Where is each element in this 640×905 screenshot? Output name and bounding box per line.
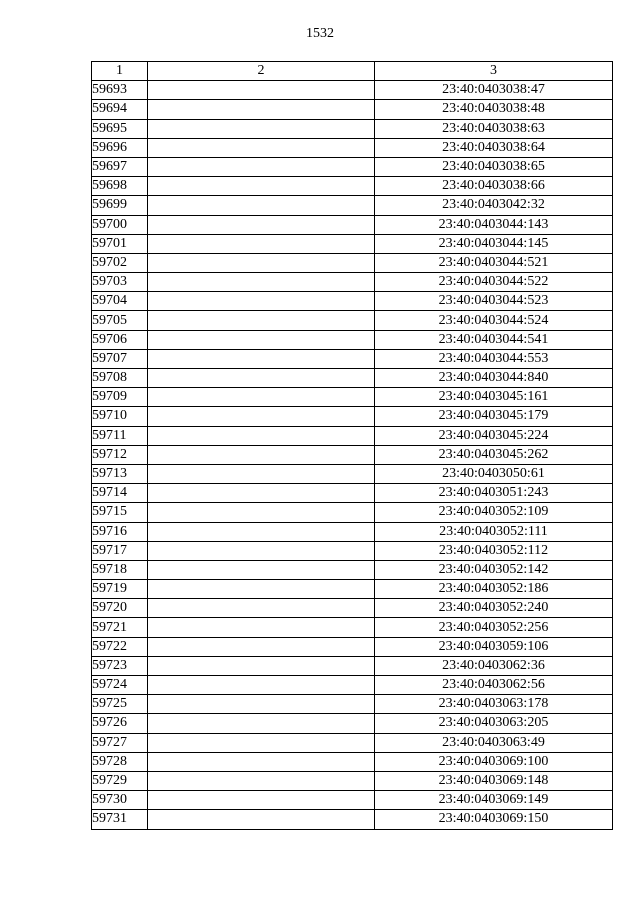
table-row bbox=[92, 330, 613, 349]
empty-cell bbox=[148, 292, 375, 311]
empty-cell bbox=[148, 791, 375, 810]
cadastral-number-cell: 23:40:0403044:523 bbox=[375, 292, 613, 311]
empty-cell bbox=[148, 234, 375, 253]
empty-cell bbox=[148, 503, 375, 522]
table-row bbox=[92, 445, 613, 464]
empty-cell bbox=[148, 253, 375, 272]
table-row bbox=[92, 369, 613, 388]
cadastral-number-cell: 23:40:0403059:106 bbox=[375, 637, 613, 656]
table-row bbox=[92, 407, 613, 426]
empty-cell bbox=[148, 733, 375, 752]
cadastral-number-cell: 23:40:0403038:64 bbox=[375, 138, 613, 157]
table-row bbox=[92, 695, 613, 714]
row-number-cell: 59717 bbox=[92, 541, 148, 560]
empty-cell bbox=[148, 541, 375, 560]
cadastral-number-cell: 23:40:0403050:61 bbox=[375, 464, 613, 483]
row-number-cell: 59731 bbox=[92, 810, 148, 829]
empty-cell bbox=[148, 388, 375, 407]
row-number-cell: 59726 bbox=[92, 714, 148, 733]
cadastral-number-cell: 23:40:0403052:142 bbox=[375, 560, 613, 579]
cadastral-number-cell: 23:40:0403052:256 bbox=[375, 618, 613, 637]
row-number-cell: 59709 bbox=[92, 388, 148, 407]
row-number-cell: 59702 bbox=[92, 253, 148, 272]
row-number-cell: 59725 bbox=[92, 695, 148, 714]
table-row bbox=[92, 119, 613, 138]
table-row bbox=[92, 541, 613, 560]
row-number-cell: 59696 bbox=[92, 138, 148, 157]
cadastral-number-cell: 23:40:0403044:143 bbox=[375, 215, 613, 234]
table-row bbox=[92, 464, 613, 483]
table-row bbox=[92, 234, 613, 253]
empty-cell bbox=[148, 81, 375, 100]
table-row bbox=[92, 733, 613, 752]
cadastral-number-cell: 23:40:0403051:243 bbox=[375, 484, 613, 503]
row-number-cell: 59705 bbox=[92, 311, 148, 330]
cadastral-number-cell: 23:40:0403038:48 bbox=[375, 100, 613, 119]
row-number-cell: 59699 bbox=[92, 196, 148, 215]
cadastral-number-cell: 23:40:0403038:47 bbox=[375, 81, 613, 100]
empty-cell bbox=[148, 273, 375, 292]
cadastral-number-cell: 23:40:0403069:100 bbox=[375, 752, 613, 771]
table-row bbox=[92, 426, 613, 445]
page-number: 1532 bbox=[306, 26, 334, 41]
cadastral-number-cell: 23:40:0403038:66 bbox=[375, 177, 613, 196]
table-row bbox=[92, 215, 613, 234]
cadastral-number-cell: 23:40:0403063:178 bbox=[375, 695, 613, 714]
empty-cell bbox=[148, 656, 375, 675]
row-number-cell: 59707 bbox=[92, 349, 148, 368]
cadastral-number-cell: 23:40:0403044:521 bbox=[375, 253, 613, 272]
row-number-cell: 59718 bbox=[92, 560, 148, 579]
row-number-cell: 59720 bbox=[92, 599, 148, 618]
row-number-cell: 59724 bbox=[92, 676, 148, 695]
cadastral-number-cell: 23:40:0403045:161 bbox=[375, 388, 613, 407]
empty-cell bbox=[148, 311, 375, 330]
row-number-cell: 59700 bbox=[92, 215, 148, 234]
table-row bbox=[92, 791, 613, 810]
table-row bbox=[92, 599, 613, 618]
table-row bbox=[92, 714, 613, 733]
table-row bbox=[92, 138, 613, 157]
table-row bbox=[92, 522, 613, 541]
table-row bbox=[92, 273, 613, 292]
empty-cell bbox=[148, 580, 375, 599]
empty-cell bbox=[148, 177, 375, 196]
row-number-cell: 59695 bbox=[92, 119, 148, 138]
row-number-cell: 59711 bbox=[92, 426, 148, 445]
row-number-cell: 59694 bbox=[92, 100, 148, 119]
empty-cell bbox=[148, 215, 375, 234]
cadastral-number-cell: 23:40:0403052:186 bbox=[375, 580, 613, 599]
column-header-2: 2 bbox=[148, 62, 375, 81]
empty-cell bbox=[148, 445, 375, 464]
table-row bbox=[92, 484, 613, 503]
table-row bbox=[92, 752, 613, 771]
row-number-cell: 59716 bbox=[92, 522, 148, 541]
row-number-cell: 59698 bbox=[92, 177, 148, 196]
table-row bbox=[92, 676, 613, 695]
cadastral-number-cell: 23:40:0403045:262 bbox=[375, 445, 613, 464]
table-header-row bbox=[92, 62, 613, 81]
cadastral-number-cell: 23:40:0403044:541 bbox=[375, 330, 613, 349]
empty-cell bbox=[148, 119, 375, 138]
column-header-3: 3 bbox=[375, 62, 613, 81]
row-number-cell: 59703 bbox=[92, 273, 148, 292]
empty-cell bbox=[148, 196, 375, 215]
table-row bbox=[92, 503, 613, 522]
row-number-cell: 59714 bbox=[92, 484, 148, 503]
table-row bbox=[92, 388, 613, 407]
cadastral-number-cell: 23:40:0403044:522 bbox=[375, 273, 613, 292]
row-number-cell: 59704 bbox=[92, 292, 148, 311]
cadastral-number-cell: 23:40:0403069:148 bbox=[375, 771, 613, 790]
row-number-cell: 59715 bbox=[92, 503, 148, 522]
cadastral-number-cell: 23:40:0403045:224 bbox=[375, 426, 613, 445]
table-row bbox=[92, 311, 613, 330]
empty-cell bbox=[148, 464, 375, 483]
cadastral-number-cell: 23:40:0403045:179 bbox=[375, 407, 613, 426]
table-body bbox=[92, 81, 613, 829]
row-number-cell: 59712 bbox=[92, 445, 148, 464]
cadastral-number-cell: 23:40:0403052:240 bbox=[375, 599, 613, 618]
empty-cell bbox=[148, 560, 375, 579]
row-number-cell: 59722 bbox=[92, 637, 148, 656]
cadastral-number-cell: 23:40:0403069:149 bbox=[375, 791, 613, 810]
table-row bbox=[92, 580, 613, 599]
empty-cell bbox=[148, 369, 375, 388]
column-header-1: 1 bbox=[92, 62, 148, 81]
empty-cell bbox=[148, 426, 375, 445]
empty-cell bbox=[148, 637, 375, 656]
cadastral-number-cell: 23:40:0403062:36 bbox=[375, 656, 613, 675]
row-number-cell: 59723 bbox=[92, 656, 148, 675]
cadastral-number-cell: 23:40:0403069:150 bbox=[375, 810, 613, 829]
table-row bbox=[92, 253, 613, 272]
table-row bbox=[92, 100, 613, 119]
cadastral-number-cell: 23:40:0403038:65 bbox=[375, 157, 613, 176]
cadastral-number-cell: 23:40:0403044:524 bbox=[375, 311, 613, 330]
cadastral-number-cell: 23:40:0403044:145 bbox=[375, 234, 613, 253]
row-number-cell: 59728 bbox=[92, 752, 148, 771]
cadastral-number-cell: 23:40:0403042:32 bbox=[375, 196, 613, 215]
table-row bbox=[92, 637, 613, 656]
table-row bbox=[92, 81, 613, 100]
cadastral-number-cell: 23:40:0403044:553 bbox=[375, 349, 613, 368]
empty-cell bbox=[148, 752, 375, 771]
table-row bbox=[92, 560, 613, 579]
row-number-cell: 59701 bbox=[92, 234, 148, 253]
row-number-cell: 59729 bbox=[92, 771, 148, 790]
cadastral-table bbox=[91, 61, 613, 830]
table-row bbox=[92, 157, 613, 176]
row-number-cell: 59730 bbox=[92, 791, 148, 810]
empty-cell bbox=[148, 676, 375, 695]
table-row bbox=[92, 771, 613, 790]
cadastral-number-cell: 23:40:0403038:63 bbox=[375, 119, 613, 138]
empty-cell bbox=[148, 100, 375, 119]
empty-cell bbox=[148, 695, 375, 714]
table-row bbox=[92, 656, 613, 675]
cadastral-number-cell: 23:40:0403052:109 bbox=[375, 503, 613, 522]
empty-cell bbox=[148, 771, 375, 790]
cadastral-number-cell: 23:40:0403052:112 bbox=[375, 541, 613, 560]
row-number-cell: 59727 bbox=[92, 733, 148, 752]
table-row bbox=[92, 196, 613, 215]
table-row bbox=[92, 349, 613, 368]
cadastral-number-cell: 23:40:0403063:205 bbox=[375, 714, 613, 733]
empty-cell bbox=[148, 138, 375, 157]
empty-cell bbox=[148, 407, 375, 426]
cadastral-number-cell: 23:40:0403063:49 bbox=[375, 733, 613, 752]
row-number-cell: 59706 bbox=[92, 330, 148, 349]
empty-cell bbox=[148, 599, 375, 618]
empty-cell bbox=[148, 618, 375, 637]
empty-cell bbox=[148, 810, 375, 829]
empty-cell bbox=[148, 714, 375, 733]
empty-cell bbox=[148, 484, 375, 503]
row-number-cell: 59693 bbox=[92, 81, 148, 100]
empty-cell bbox=[148, 330, 375, 349]
row-number-cell: 59721 bbox=[92, 618, 148, 637]
empty-cell bbox=[148, 349, 375, 368]
cadastral-number-cell: 23:40:0403044:840 bbox=[375, 369, 613, 388]
row-number-cell: 59710 bbox=[92, 407, 148, 426]
empty-cell bbox=[148, 157, 375, 176]
row-number-cell: 59708 bbox=[92, 369, 148, 388]
empty-cell bbox=[148, 522, 375, 541]
row-number-cell: 59697 bbox=[92, 157, 148, 176]
row-number-cell: 59713 bbox=[92, 464, 148, 483]
table-row bbox=[92, 810, 613, 829]
table-row bbox=[92, 177, 613, 196]
table-row bbox=[92, 618, 613, 637]
cadastral-number-cell: 23:40:0403062:56 bbox=[375, 676, 613, 695]
row-number-cell: 59719 bbox=[92, 580, 148, 599]
cadastral-number-cell: 23:40:0403052:111 bbox=[375, 522, 613, 541]
table-row bbox=[92, 292, 613, 311]
